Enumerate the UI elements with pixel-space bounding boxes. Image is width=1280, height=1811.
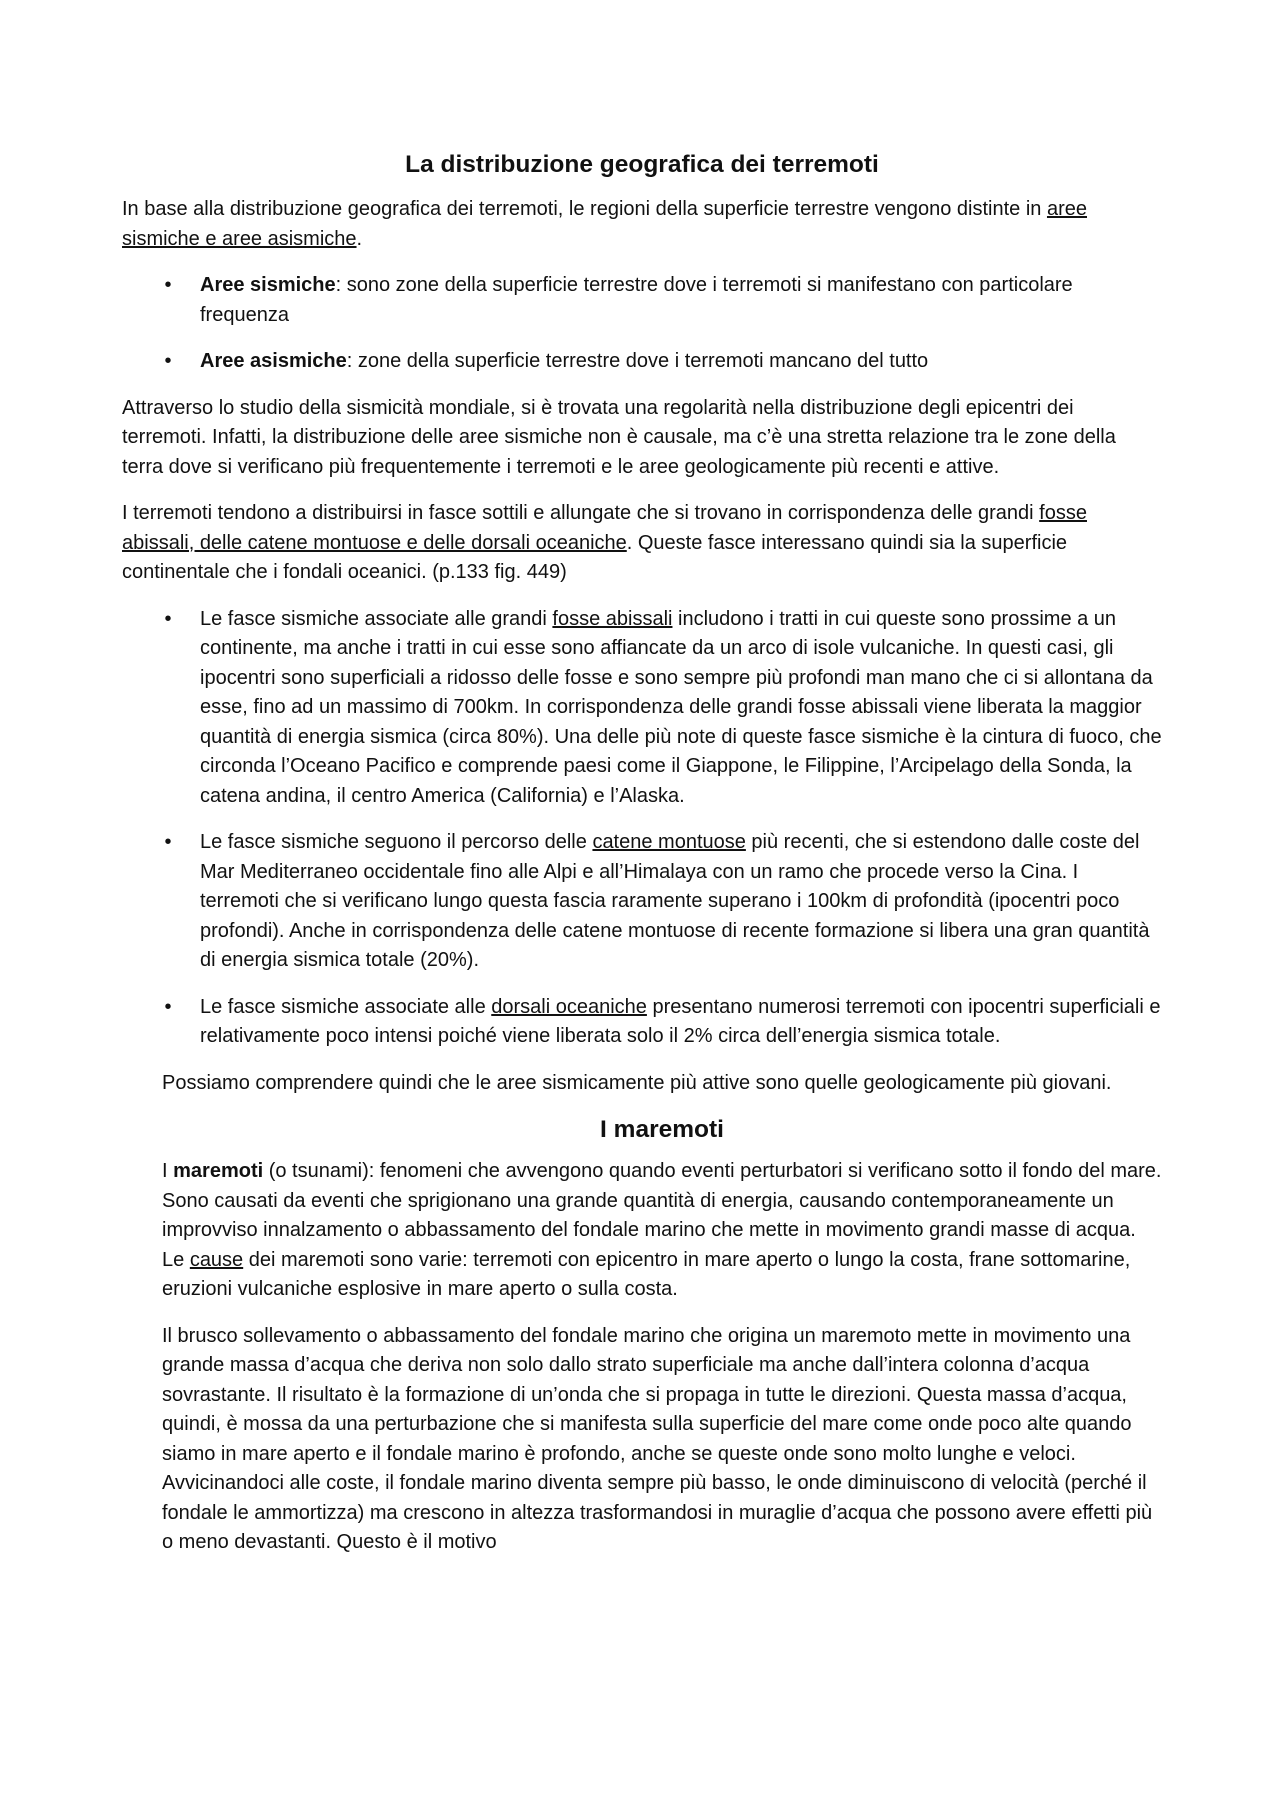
fasce-item-underlined: catene montuose [592, 831, 746, 853]
list-item-catene-montuose [122, 828, 1162, 976]
document-body [122, 150, 1162, 1575]
intro-end: . [356, 227, 363, 250]
bullet-icon: • [164, 274, 172, 296]
fasce-text: I terremoti tendono a distribuirsi in fasce sottili e allungate che si trovano in corrispondenza delle grandi [122, 502, 1040, 524]
page-title: La distribuzione geografica dei terremoti [405, 151, 879, 178]
definition-aree-sismiche: : sono zone della superficie terrestre dove i terremoti si manifestano con particolare frequenza [200, 274, 1073, 326]
fasce-item-text: presentano numerosi terremoti con ipocentri superficiali e relativamente poco intensi poiché viene liberata solo il 2% circa dell’energia sismica totale. [200, 995, 1161, 1047]
maremoti-underlined: cause [189, 1248, 244, 1271]
fasce-item-text: Le fasce sismiche seguono il percorso delle [200, 831, 593, 853]
paragraph-maremoti-onde: Il brusco sollevamento o abbassamento del fondale marino che origina un maremoto mette in movimento una grande massa d’acqua che deriva non solo dallo strato superficiale ma anche dall’intera colonna d’acqua sovrastante. Il risultato è la formazione di un’onda che si propaga in tutte le direzioni. Questa massa d’acqua, quindi, è mossa da una perturbazione che si manifesta sulla superficie del mare come onde poco alte quando siamo in mare aperto e il fondale marino è profondo, anche se queste onde sono molto lunghe e veloci. Avvicinandoci alle coste, il fondale marino diventa sempre più basso, le onde diminuiscono di velocità (perché il fondale le ammortizza) ma crescono in altezza trasformandosi in muraglie d’acqua che possono avere effetti più o meno devastanti. Questo è il motivo [162, 1324, 1153, 1553]
paragraph-conclusion: Possiamo comprendere quindi che le aree sismicamente più attive sono quelle geologicamente più giovani. [162, 1071, 1112, 1094]
bullet-icon: • [164, 831, 172, 853]
fasce-underlined: fosse abissali, delle catene montuose e delle dorsali oceaniche [122, 502, 1087, 554]
fasce-item-text: includono i tratti in cui queste sono prossime a un continente, ma anche i tratti in cui esse sono affiancate da un arco di isole vulcaniche. In questi casi, gli ipocentri sono superficiali a ridosso delle fosse e sono sempre più profondi man mano che ci si allontana da esse, fino ad un massimo di 700km. In corrispondenza delle grandi fosse abissali viene liberata la maggior quantità di energia sismica (circa 80%). Una delle più note di queste fasce sismiche è la cintura di fuoco, che circonda l’Oceano Pacifico e comprende paesi come il Giappone, le Filippine, l’Arcipelago della Sonda, la catena andina, il centro America (California) e l’Alaska. [200, 607, 1162, 807]
fasce-item-text: Le fasce sismiche associate alle [200, 995, 492, 1018]
bullet-icon: • [164, 350, 172, 372]
bullet-icon: • [164, 995, 172, 1018]
term-aree-asismiche: Aree asismiche [200, 350, 347, 372]
fasce-end: . Queste fasce interessano quindi sia la superficie continentale che i fondali oceanici. (p.133 fig. 449) [122, 531, 1068, 583]
area-types-list [122, 271, 1162, 377]
intro-text: In base alla distribuzione geografica dei terremoti, le regioni della superficie terrestre vengono distinte in [122, 198, 1047, 220]
list-item-fosse-abissali [122, 605, 1162, 812]
list-item-aree-sismiche [122, 271, 1162, 330]
fasce-item-text: Le fasce sismiche associate alle grandi [200, 607, 553, 630]
paragraph-sismicita: Attraverso lo studio della sismicità mondiale, si è trovata una regolarità nella distribuzione degli epicentri dei terremoti. Infatti, la distribuzione delle aree sismiche non è causale, ma c’è una stretta relazione tra le zone della terra dove si verificano più frequentemente i terremoti e le aree geologicamente più recenti e attive. [122, 396, 1116, 478]
list-item-aree-asismiche [122, 347, 1162, 377]
bullet-icon: • [164, 607, 172, 630]
fasce-list [122, 605, 1162, 1052]
intro-underlined: aree sismiche e aree asismiche [122, 198, 1087, 250]
maremoti-text: (o tsunami): fenomeni che avvengono quando eventi perturbatori si verificano sotto il fondo del mare. Sono causati da eventi che sprigionano una grande quantità di energia, causando contemporaneamente un improvviso innalzamento o abbassamento del fondale marino che mette in movimento grandi masse di acqua. Le [162, 1160, 1162, 1271]
definition-aree-asismiche: : zone della superficie terrestre dove i terremoti mancano del tutto [346, 350, 929, 372]
list-item-dorsali-oceaniche [122, 993, 1162, 1052]
fasce-item-text: più recenti, che si estendono dalle coste del Mar Mediterraneo occidentale fino alle Alpi e all’Himalaya con un ramo che procede verso la Cina. I terremoti che si verificano lungo questa fascia raramente superano i 100km di profondità (ipocentri poco profondi). Anche in corrispondenza delle catene montuose di recente formazione si libera una gran quantità di energia sismica totale (20%). [200, 831, 1150, 971]
maremoti-lead: I [162, 1160, 174, 1182]
fasce-item-underlined: dorsali oceaniche [491, 995, 647, 1018]
term-maremoti: maremoti [173, 1160, 264, 1182]
paragraph-maremoti-definition [122, 1157, 1162, 1305]
paragraph-fasce [122, 499, 1162, 588]
fasce-item-underlined: fosse abissali [552, 607, 673, 630]
maremoti-text: dei maremoti sono varie: terremoti con epicentro in mare aperto o lungo la costa, frane sottomarine, eruzioni vulcaniche esplosive in mare aperto o sulla costa. [162, 1248, 1131, 1300]
term-aree-sismiche: Aree sismiche [200, 274, 336, 296]
section-title-maremoti: I maremoti [600, 1116, 724, 1143]
intro-paragraph [122, 195, 1162, 254]
